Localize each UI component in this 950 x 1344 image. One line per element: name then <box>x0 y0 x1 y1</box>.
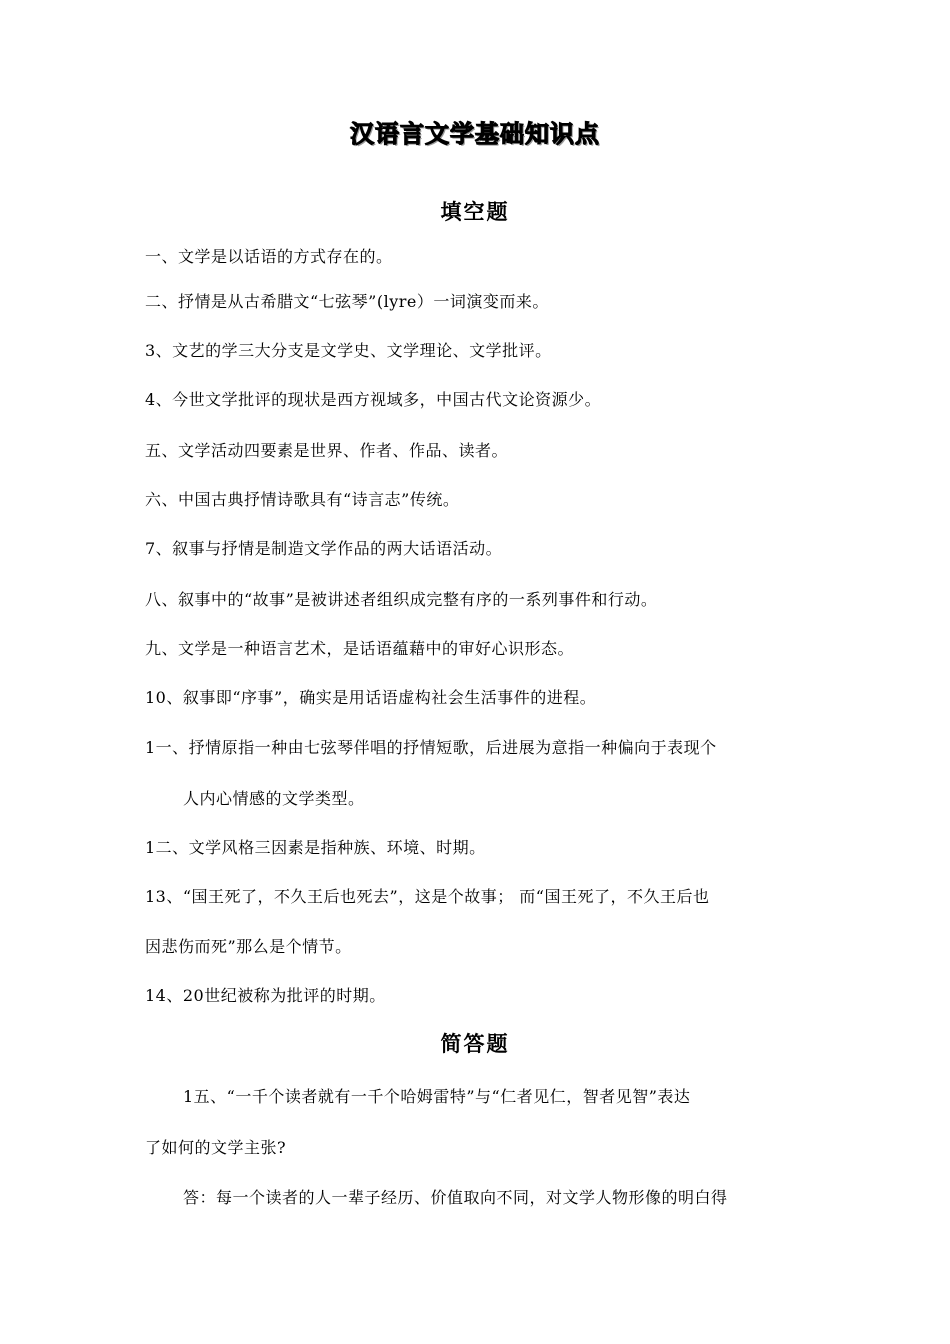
question-item: 1五、“一千个读者就有一千个哈姆雷特”与“仁者见仁，智者见智”表达 <box>183 1087 691 1106</box>
question-item-continuation: 了如何的文学主张? <box>145 1138 287 1157</box>
fill-blank-item-continuation: 人内心情感的文学类型。 <box>183 789 365 808</box>
fill-blank-item: 八、叙事中的“故事”是被讲述者组织成完整有序的一系列事件和行动。 <box>145 590 658 609</box>
fill-blank-item: 3、文艺的学三大分支是文学史、文学理论、文学批评。 <box>145 341 552 360</box>
fill-blank-item: 13、“国王死了，不久王后也死去”，这是个故事； 而“国王死了，不久王后也 <box>145 887 710 906</box>
fill-blank-item: 六、中国古典抒情诗歌具有“诗言志”传统。 <box>145 490 460 509</box>
fill-blank-item: 1二、文学风格三因素是指种族、环境、时期。 <box>145 838 486 857</box>
fill-blank-item: 14、20世纪被称为批评的时期。 <box>145 986 386 1005</box>
fill-blank-item: 二、抒情是从古希腊文“七弦琴”(lyre）一词演变而来。 <box>145 292 549 311</box>
fill-blank-item: 五、文学活动四要素是世界、作者、作品、读者。 <box>145 441 509 460</box>
answer-text: 答：每一个读者的人一辈子经历、价值取向不同，对文学人物形像的明白得 <box>183 1188 728 1207</box>
section-heading-fill-blank: 填空题 <box>440 200 510 224</box>
fill-blank-item: 10、叙事即“序事”，确实是用话语虚构社会生活事件的进程。 <box>145 688 597 707</box>
fill-blank-item: 7、叙事与抒情是制造文学作品的两大话语活动。 <box>145 539 503 558</box>
fill-blank-item: 1一、抒情原指一种由七弦琴伴唱的抒情短歌，后进展为意指一种偏向于表现个 <box>145 738 717 757</box>
fill-blank-item-continuation: 因悲伤而死”那么是个情节。 <box>145 937 352 956</box>
fill-blank-item: 九、文学是一种语言艺术，是话语蕴藉中的审好心识形态。 <box>145 639 575 658</box>
fill-blank-item: 一、文学是以话语的方式存在的。 <box>145 247 393 266</box>
section-heading-short-answer: 简答题 <box>440 1032 510 1056</box>
fill-blank-item: 4、今世文学批评的现状是西方视域多，中国古代文论资源少。 <box>145 390 602 409</box>
document-title: 汉语言文学基础知识点 <box>350 120 600 148</box>
